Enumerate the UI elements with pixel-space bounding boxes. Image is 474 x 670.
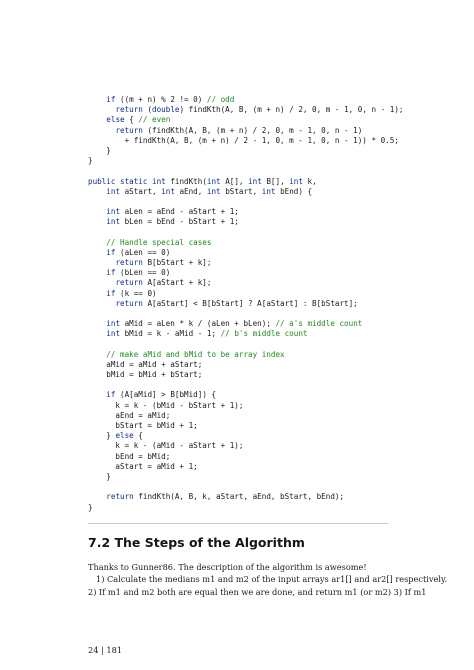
code-keyword: if — [106, 268, 116, 278]
code-keyword: if — [106, 247, 116, 257]
page-number: 24 — [88, 645, 99, 655]
code-token: B[bStart + k]; — [142, 258, 212, 267]
code-line — [88, 401, 404, 411]
code-line — [88, 166, 404, 176]
code-token — [88, 238, 106, 247]
code-token: k = k - (aMid - aStart + 1); — [88, 441, 244, 451]
page-separator: | — [101, 645, 104, 655]
code-token: aEnd, — [174, 186, 207, 196]
code-line — [88, 360, 404, 370]
code-keyword: int — [261, 186, 276, 196]
code-line — [88, 95, 404, 105]
code-token — [88, 329, 106, 338]
code-line — [88, 268, 404, 278]
code-token: A[aStart] < B[bStart] ? A[aStart] : B[bStart]; — [142, 298, 358, 308]
paragraph-step-2: 2) If m1 and m2 both are equal then we are done, and return m1 (or m2) 3) If m1 — [88, 586, 427, 597]
code-token: bEnd = bMid; — [88, 451, 171, 461]
code-comment: // even — [138, 115, 171, 125]
code-token: (A[aMid] > B[bMid]) { — [115, 390, 217, 400]
code-token: B[], — [261, 176, 290, 186]
code-keyword: int — [106, 217, 121, 227]
code-comment: // Handle special cases — [106, 237, 212, 247]
code-token: + findKth(A, B, (m + n) / 2 - 1, 0, m - 1, 0, n - 1)) * 0.5; — [88, 135, 399, 145]
section-divider — [88, 523, 388, 524]
code-token: { — [124, 115, 139, 125]
page-footer — [88, 645, 122, 655]
code-line — [88, 421, 404, 431]
code-token — [88, 390, 106, 399]
code-keyword: return — [115, 278, 143, 288]
page-total: 181 — [106, 645, 123, 655]
code-token: aLen = aEnd - aStart + 1; — [120, 207, 239, 217]
code-line — [88, 452, 404, 462]
code-line — [88, 472, 404, 482]
code-token: { — [133, 431, 143, 441]
code-comment: // odd — [206, 95, 235, 104]
code-token: bEnd) { — [275, 186, 313, 196]
code-token: aStart, — [120, 186, 162, 196]
code-keyword: return — [106, 492, 134, 502]
code-line — [88, 462, 404, 472]
code-line — [88, 329, 404, 339]
code-line — [88, 197, 404, 207]
code-line — [88, 217, 404, 227]
code-line — [88, 238, 404, 248]
code-line — [88, 350, 404, 360]
code-comment: // b's middle count — [220, 329, 308, 339]
code-line — [88, 503, 404, 513]
code-line — [88, 299, 404, 309]
code-keyword: if — [106, 95, 116, 104]
code-keyword: if — [106, 390, 116, 400]
code-line — [88, 136, 404, 146]
code-line — [88, 146, 404, 156]
code-token — [88, 126, 115, 135]
code-token: k, — [302, 176, 317, 186]
code-keyword: public — [88, 176, 116, 186]
paragraph-step-1: 1) Calculate the medians m1 and m2 of the input arrays ar1[] and ar2[] respectively. — [96, 574, 448, 585]
code-line — [88, 309, 404, 319]
code-keyword: int — [206, 176, 221, 186]
code-line — [88, 207, 404, 217]
code-line — [88, 390, 404, 400]
code-token — [88, 268, 106, 277]
code-token — [88, 350, 106, 359]
code-keyword: else — [106, 115, 125, 125]
code-keyword: int — [106, 207, 121, 217]
code-line — [88, 431, 404, 441]
code-token — [88, 248, 106, 257]
code-line — [88, 492, 404, 502]
code-keyword: return — [115, 125, 143, 135]
code-token: } — [88, 145, 111, 155]
code-token: bStart = bMid + 1; — [88, 421, 198, 430]
code-line — [88, 340, 404, 350]
code-token — [88, 207, 106, 216]
code-token — [88, 217, 106, 226]
code-keyword: int — [206, 186, 221, 196]
code-keyword: if — [106, 288, 116, 298]
code-token — [88, 105, 115, 114]
code-token: } — [88, 431, 116, 441]
code-listing — [88, 95, 404, 513]
code-keyword: int — [248, 176, 262, 186]
code-token: A[], — [220, 176, 249, 186]
code-keyword: return — [115, 258, 143, 267]
code-line — [88, 380, 404, 390]
code-keyword: else — [115, 431, 134, 441]
code-line — [88, 177, 404, 187]
code-line — [88, 289, 404, 299]
section-heading: 7.2 The Steps of the Algorithm — [88, 535, 305, 550]
code-token: bLen = bEnd - bStart + 1; — [120, 217, 239, 227]
code-token: (findKth(A, B, (m + n) / 2, 0, m - 1, 0, n - 1) — [142, 125, 363, 135]
code-line — [88, 370, 404, 380]
code-token: (bLen == 0) — [115, 268, 171, 278]
code-keyword: int — [106, 319, 121, 329]
code-line — [88, 411, 404, 421]
code-keyword: static — [120, 176, 148, 186]
code-line — [88, 441, 404, 451]
code-token: aEnd = aMid; — [88, 410, 171, 420]
code-keyword: int — [161, 186, 175, 196]
code-token: aStart = aMid + 1; — [88, 461, 198, 471]
code-keyword: double — [152, 105, 180, 115]
code-token: bMid = k - aMid - 1; — [120, 329, 221, 339]
code-keyword: return — [115, 298, 143, 308]
code-token: findKth(A, B, k, aStart, aEnd, bStart, bEnd); — [133, 492, 345, 502]
paragraph-thanks: Thanks to Gunner86. The description of the algorithm is awesome! — [88, 562, 367, 572]
code-line — [88, 227, 404, 237]
code-token — [88, 187, 106, 196]
code-token: aMid = aLen * k / (aLen + bLen); — [120, 319, 276, 329]
code-comment: // make aMid and bMid to be array index — [106, 349, 285, 359]
code-line — [88, 156, 404, 166]
code-line — [88, 319, 404, 329]
code-token: } — [88, 502, 93, 512]
body-text — [88, 561, 448, 598]
code-token: ( — [142, 105, 153, 115]
code-line — [88, 258, 404, 268]
code-token — [88, 492, 106, 501]
code-token: } — [88, 156, 93, 166]
code-token: k = k - (bMid - bStart + 1); — [88, 400, 244, 410]
code-keyword: int — [152, 176, 166, 186]
code-line — [88, 278, 404, 288]
code-token — [88, 115, 106, 124]
code-token: bMid = bMid + bStart; — [88, 370, 203, 380]
code-token — [88, 319, 106, 328]
code-token: bStart, — [220, 186, 262, 196]
code-line — [88, 115, 404, 125]
code-token — [88, 95, 106, 104]
code-keyword: int — [289, 176, 303, 186]
code-token: (aLen == 0) — [115, 247, 171, 257]
code-token — [88, 258, 115, 267]
code-keyword: return — [115, 105, 143, 115]
code-line — [88, 482, 404, 492]
code-token: findKth( — [165, 176, 207, 186]
code-token: A[aStart + k]; — [142, 278, 212, 288]
code-token: aMid = aMid + aStart; — [88, 359, 203, 369]
code-keyword: int — [106, 186, 121, 196]
code-token — [88, 278, 115, 287]
code-comment: // a's middle count — [275, 319, 363, 329]
code-token: } — [88, 471, 111, 481]
code-line — [88, 126, 404, 136]
code-token — [88, 299, 115, 308]
code-token: (k == 0) — [115, 288, 157, 298]
code-line — [88, 248, 404, 258]
code-token: ) findKth(A, B, (m + n) / 2, 0, m - 1, 0, n - 1); — [179, 105, 404, 115]
code-line — [88, 187, 404, 197]
code-token: ((m + n) % 2 != 0) — [115, 95, 207, 104]
code-line — [88, 105, 404, 115]
code-keyword: int — [106, 329, 121, 339]
code-token — [88, 289, 106, 298]
